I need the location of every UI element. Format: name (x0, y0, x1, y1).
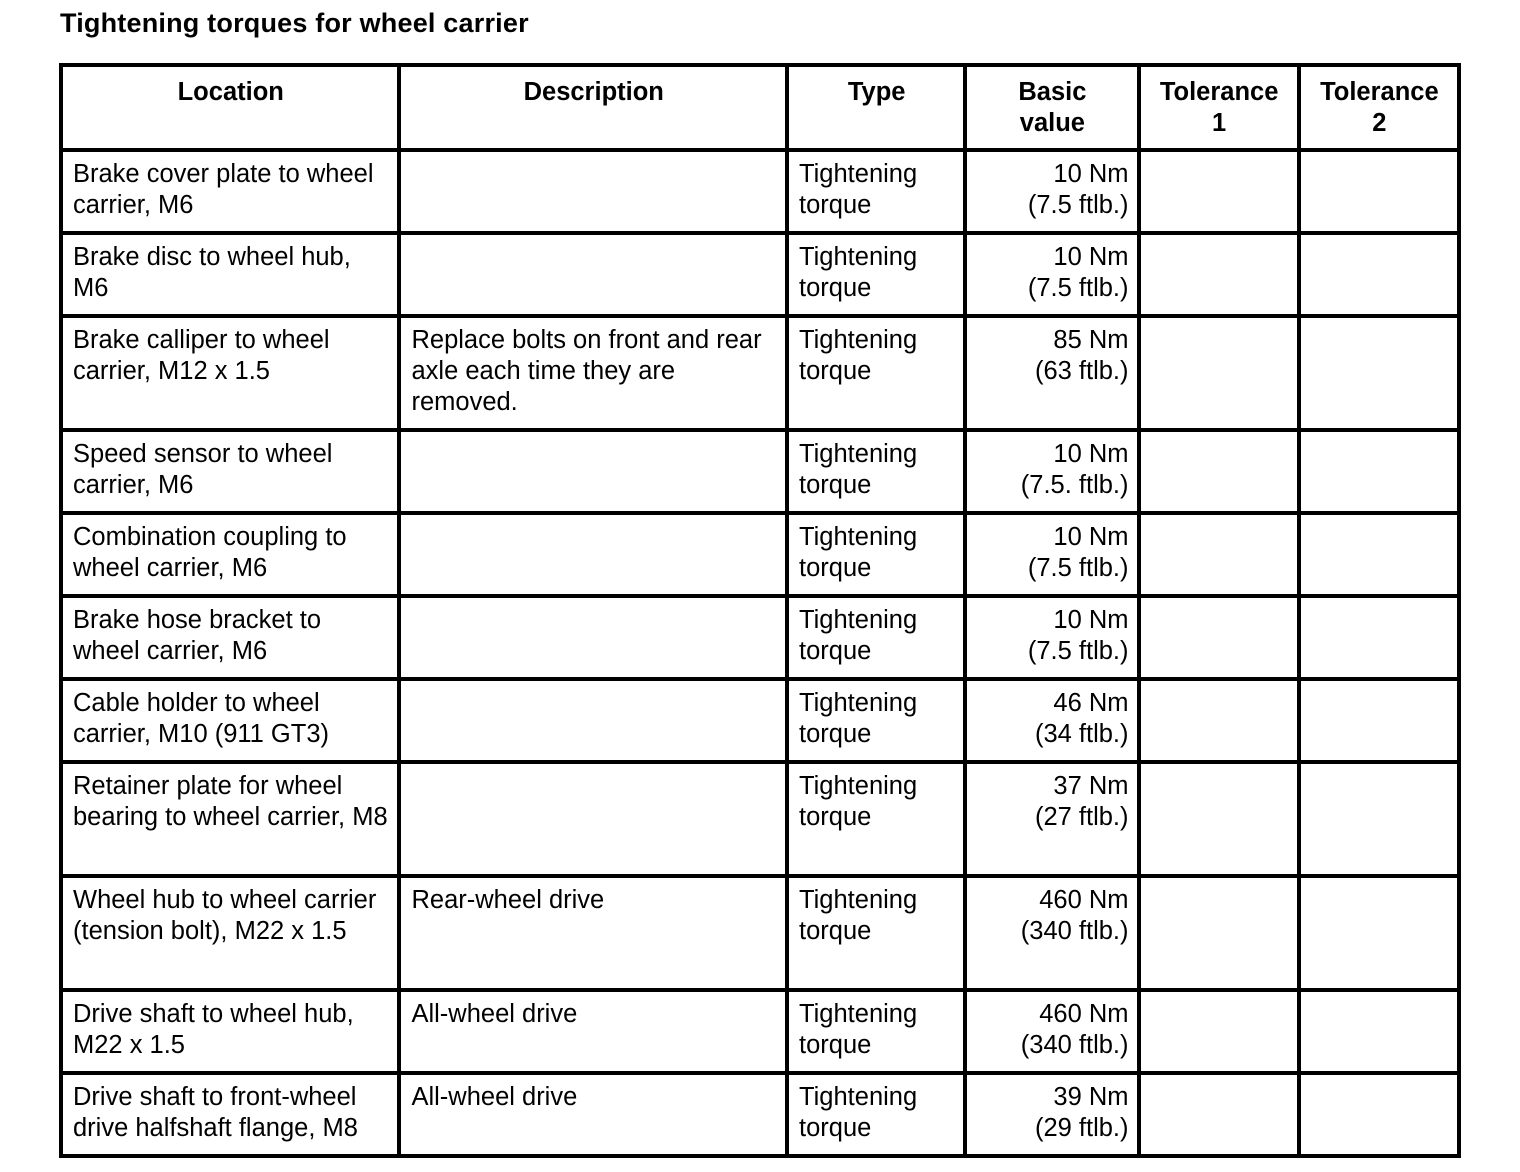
value-nm: 37 Nm (1053, 772, 1129, 800)
value-nm: 460 Nm (1039, 1000, 1129, 1028)
value-ftlb: (7.5 ftlb.) (1027, 191, 1129, 219)
cell-tolerance-2 (1299, 596, 1459, 679)
cell-location: Combination coupling to wheel carrier, M6 (61, 513, 399, 596)
cell-tolerance-1 (1139, 316, 1299, 430)
cell-tolerance-1 (1139, 762, 1299, 876)
cell-tolerance-2 (1299, 876, 1459, 990)
cell-location: Drive shaft to front-wheel drive halfshaft flange, M8 (61, 1073, 399, 1156)
cell-description (399, 150, 787, 233)
header-basic-value-line1: Basic (1018, 78, 1087, 106)
cell-tolerance-2 (1299, 513, 1459, 596)
value-ftlb: (63 ftlb.) (1034, 357, 1129, 385)
cell-location: Drive shaft to wheel hub, M22 x 1.5 (61, 990, 399, 1073)
cell-basic-value (965, 990, 1138, 1073)
cell-tolerance-2 (1299, 233, 1459, 316)
cell-type: Tightening torque (787, 430, 965, 513)
cell-type: Tightening torque (787, 513, 965, 596)
value-nm: 10 Nm (1053, 440, 1129, 468)
cell-location: Brake hose bracket to wheel carrier, M6 (61, 596, 399, 679)
cell-type: Tightening torque (787, 150, 965, 233)
cell-basic-value (965, 762, 1138, 876)
cell-location: Brake cover plate to wheel carrier, M6 (61, 150, 399, 233)
cell-tolerance-2 (1299, 316, 1459, 430)
cell-tolerance-2 (1299, 990, 1459, 1073)
cell-basic-value (965, 596, 1138, 679)
header-tolerance-2 (1299, 65, 1459, 150)
value-ftlb: (34 ftlb.) (1034, 720, 1129, 748)
cell-description (399, 596, 787, 679)
table-row (61, 513, 1459, 596)
table-row (61, 316, 1459, 430)
cell-location: Brake calliper to wheel carrier, M12 x 1.5 (61, 316, 399, 430)
table-row (61, 679, 1459, 762)
table-row (61, 990, 1459, 1073)
cell-description: All-wheel drive (399, 1073, 787, 1156)
header-basic-value-line2: value (1019, 109, 1085, 137)
cell-type: Tightening torque (787, 233, 965, 316)
value-ftlb: (7.5. ftlb.) (1020, 471, 1129, 499)
torque-table (59, 63, 1461, 1158)
value-nm: 85 Nm (1053, 326, 1129, 354)
table-header-row (61, 65, 1459, 150)
cell-location: Cable holder to wheel carrier, M10 (911 GT3) (61, 679, 399, 762)
cell-tolerance-2 (1299, 430, 1459, 513)
cell-type: Tightening torque (787, 990, 965, 1073)
cell-tolerance-1 (1139, 1073, 1299, 1156)
cell-type: Tightening torque (787, 679, 965, 762)
value-nm: 39 Nm (1053, 1083, 1129, 1111)
cell-tolerance-2 (1299, 762, 1459, 876)
value-ftlb: (7.5 ftlb.) (1027, 274, 1129, 302)
cell-basic-value (965, 679, 1138, 762)
header-description: Description (399, 65, 787, 150)
header-tolerance-1-line1: Tolerance (1159, 78, 1279, 106)
cell-tolerance-1 (1139, 679, 1299, 762)
cell-type: Tightening torque (787, 762, 965, 876)
table-row (61, 596, 1459, 679)
cell-type: Tightening torque (787, 876, 965, 990)
table-row (61, 150, 1459, 233)
cell-tolerance-1 (1139, 513, 1299, 596)
value-nm: 10 Nm (1053, 523, 1129, 551)
table-row (61, 233, 1459, 316)
cell-basic-value (965, 876, 1138, 990)
cell-tolerance-1 (1139, 990, 1299, 1073)
value-ftlb: (27 ftlb.) (1034, 803, 1129, 831)
cell-location: Brake disc to wheel hub, M6 (61, 233, 399, 316)
cell-basic-value (965, 316, 1138, 430)
cell-tolerance-2 (1299, 679, 1459, 762)
value-ftlb: (7.5 ftlb.) (1027, 554, 1129, 582)
cell-type: Tightening torque (787, 1073, 965, 1156)
cell-location: Retainer plate for wheel bearing to wheel carrier, M8 (61, 762, 399, 876)
value-ftlb: (340 ftlb.) (1020, 917, 1129, 945)
cell-location: Speed sensor to wheel carrier, M6 (61, 430, 399, 513)
page-title: Tightening torques for wheel carrier (60, 8, 529, 38)
cell-description (399, 430, 787, 513)
header-basic-value (965, 65, 1138, 150)
value-ftlb: (340 ftlb.) (1020, 1031, 1129, 1059)
value-nm: 460 Nm (1039, 886, 1129, 914)
value-ftlb: (29 ftlb.) (1034, 1114, 1129, 1142)
cell-basic-value (965, 150, 1138, 233)
value-ftlb: (7.5 ftlb.) (1027, 637, 1129, 665)
cell-tolerance-1 (1139, 150, 1299, 233)
header-type: Type (787, 65, 965, 150)
cell-tolerance-2 (1299, 150, 1459, 233)
value-nm: 46 Nm (1053, 689, 1129, 717)
header-tolerance-2-line1: Tolerance (1320, 78, 1439, 106)
header-tolerance-1-line2: 1 (1212, 109, 1227, 137)
cell-basic-value (965, 233, 1138, 316)
header-tolerance-1 (1139, 65, 1299, 150)
cell-basic-value (965, 430, 1138, 513)
cell-description: All-wheel drive (399, 990, 787, 1073)
value-nm: 10 Nm (1053, 160, 1129, 188)
table-row (61, 876, 1459, 990)
cell-tolerance-1 (1139, 430, 1299, 513)
cell-tolerance-1 (1139, 876, 1299, 990)
cell-description: Replace bolts on front and rear axle each time they are removed. (399, 316, 787, 430)
table-row (61, 762, 1459, 876)
cell-description (399, 513, 787, 596)
cell-tolerance-1 (1139, 233, 1299, 316)
table-row (61, 430, 1459, 513)
value-nm: 10 Nm (1053, 606, 1129, 634)
cell-description (399, 679, 787, 762)
table-row (61, 1073, 1459, 1156)
header-tolerance-2-line2: 2 (1372, 109, 1387, 137)
value-nm: 10 Nm (1053, 243, 1129, 271)
cell-description (399, 762, 787, 876)
cell-type: Tightening torque (787, 596, 965, 679)
cell-type: Tightening torque (787, 316, 965, 430)
cell-tolerance-2 (1299, 1073, 1459, 1156)
cell-basic-value (965, 513, 1138, 596)
cell-description: Rear-wheel drive (399, 876, 787, 990)
cell-location: Wheel hub to wheel carrier (tension bolt), M22 x 1.5 (61, 876, 399, 990)
cell-basic-value (965, 1073, 1138, 1156)
cell-tolerance-1 (1139, 596, 1299, 679)
cell-description (399, 233, 787, 316)
header-location: Location (61, 65, 399, 150)
